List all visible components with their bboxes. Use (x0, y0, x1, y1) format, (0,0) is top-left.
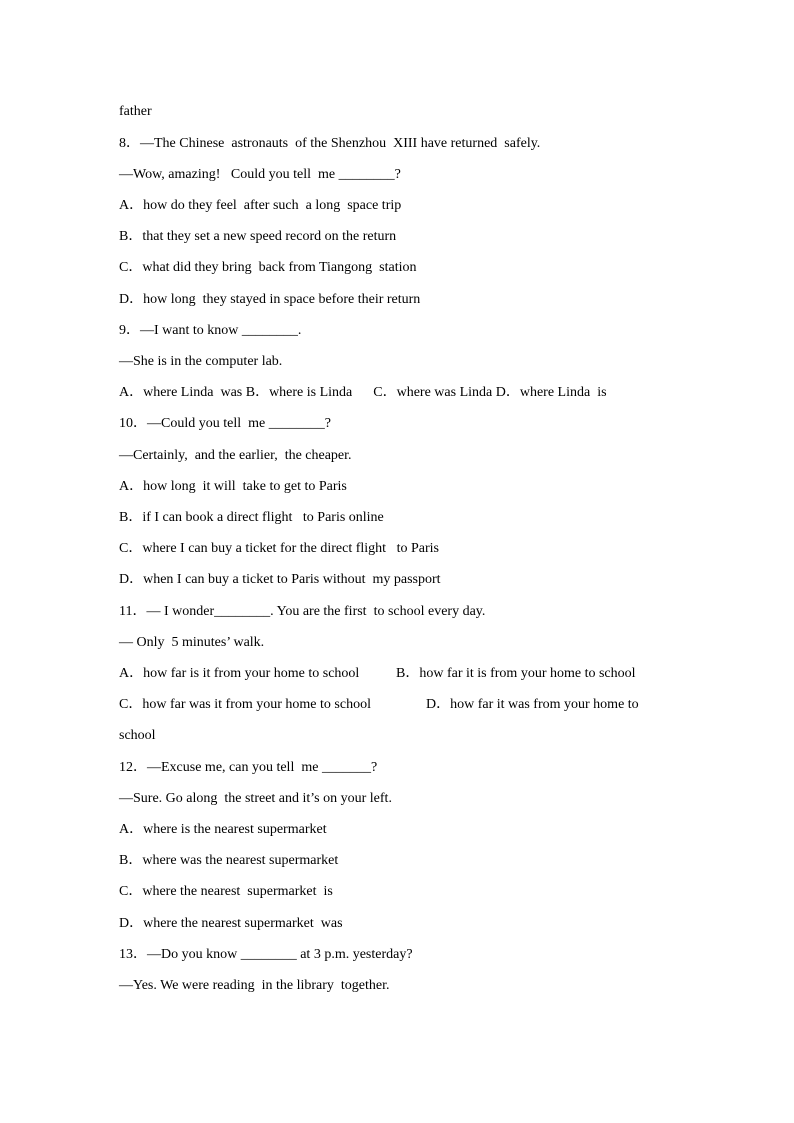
option-b: B．where was the nearest supermarket (119, 853, 339, 868)
option-c: C．how far was it from your home to school (119, 697, 371, 712)
dialogue-line: — Only 5 minutes’ walk. (119, 635, 265, 650)
dialogue-line: —Wow, amazing! Could you tell me ________? (119, 167, 401, 182)
text-line: school (119, 728, 156, 743)
option-a: A．how long it will take to get to Paris (119, 479, 347, 494)
option-d: D．when I can buy a ticket to Paris without my passport (119, 572, 441, 587)
document-page (119, 0, 679, 1123)
dialogue-line: —Yes. We were reading in the library together. (119, 978, 390, 993)
text-line: father (119, 104, 152, 119)
question-10: 10．—Could you tell me ________? (119, 416, 331, 431)
dialogue-line: —Sure. Go along the street and it’s on your left. (119, 791, 392, 806)
options-row: A．where Linda was B．where is Linda C．where was Linda D．where Linda is (119, 385, 607, 400)
option-d: D．where the nearest supermarket was (119, 916, 343, 931)
option-a: A．where is the nearest supermarket (119, 822, 327, 837)
dialogue-line: —Certainly, and the earlier, the cheaper. (119, 448, 352, 463)
option-b: B．if I can book a direct flight to Paris online (119, 510, 384, 525)
question-13: 13．—Do you know ________ at 3 p.m. yesterday? (119, 947, 413, 962)
option-c: C．what did they bring back from Tiangong station (119, 260, 417, 275)
question-12: 12．—Excuse me, can you tell me _______? (119, 760, 378, 775)
option-a: A．how far is it from your home to school (119, 666, 360, 681)
question-9: 9．—I want to know ________. (119, 323, 302, 338)
option-b: B．that they set a new speed record on the return (119, 229, 397, 244)
option-d: D．how long they stayed in space before their return (119, 292, 421, 307)
option-b: B．how far it is from your home to school (396, 666, 636, 681)
option-c: C．where the nearest supermarket is (119, 884, 333, 899)
question-8: 8．—The Chinese astronauts of the Shenzhou XIII have returned safely. (119, 136, 541, 151)
question-11: 11．— I wonder________. You are the first to school every day. (119, 604, 486, 619)
options-row (119, 696, 671, 768)
option-d: D．how far it was from your home to (426, 697, 639, 712)
option-c: C．where I can buy a ticket for the direct flight to Paris (119, 541, 439, 556)
dialogue-line: —She is in the computer lab. (119, 354, 283, 369)
option-a: A．how do they feel after such a long space trip (119, 198, 402, 213)
